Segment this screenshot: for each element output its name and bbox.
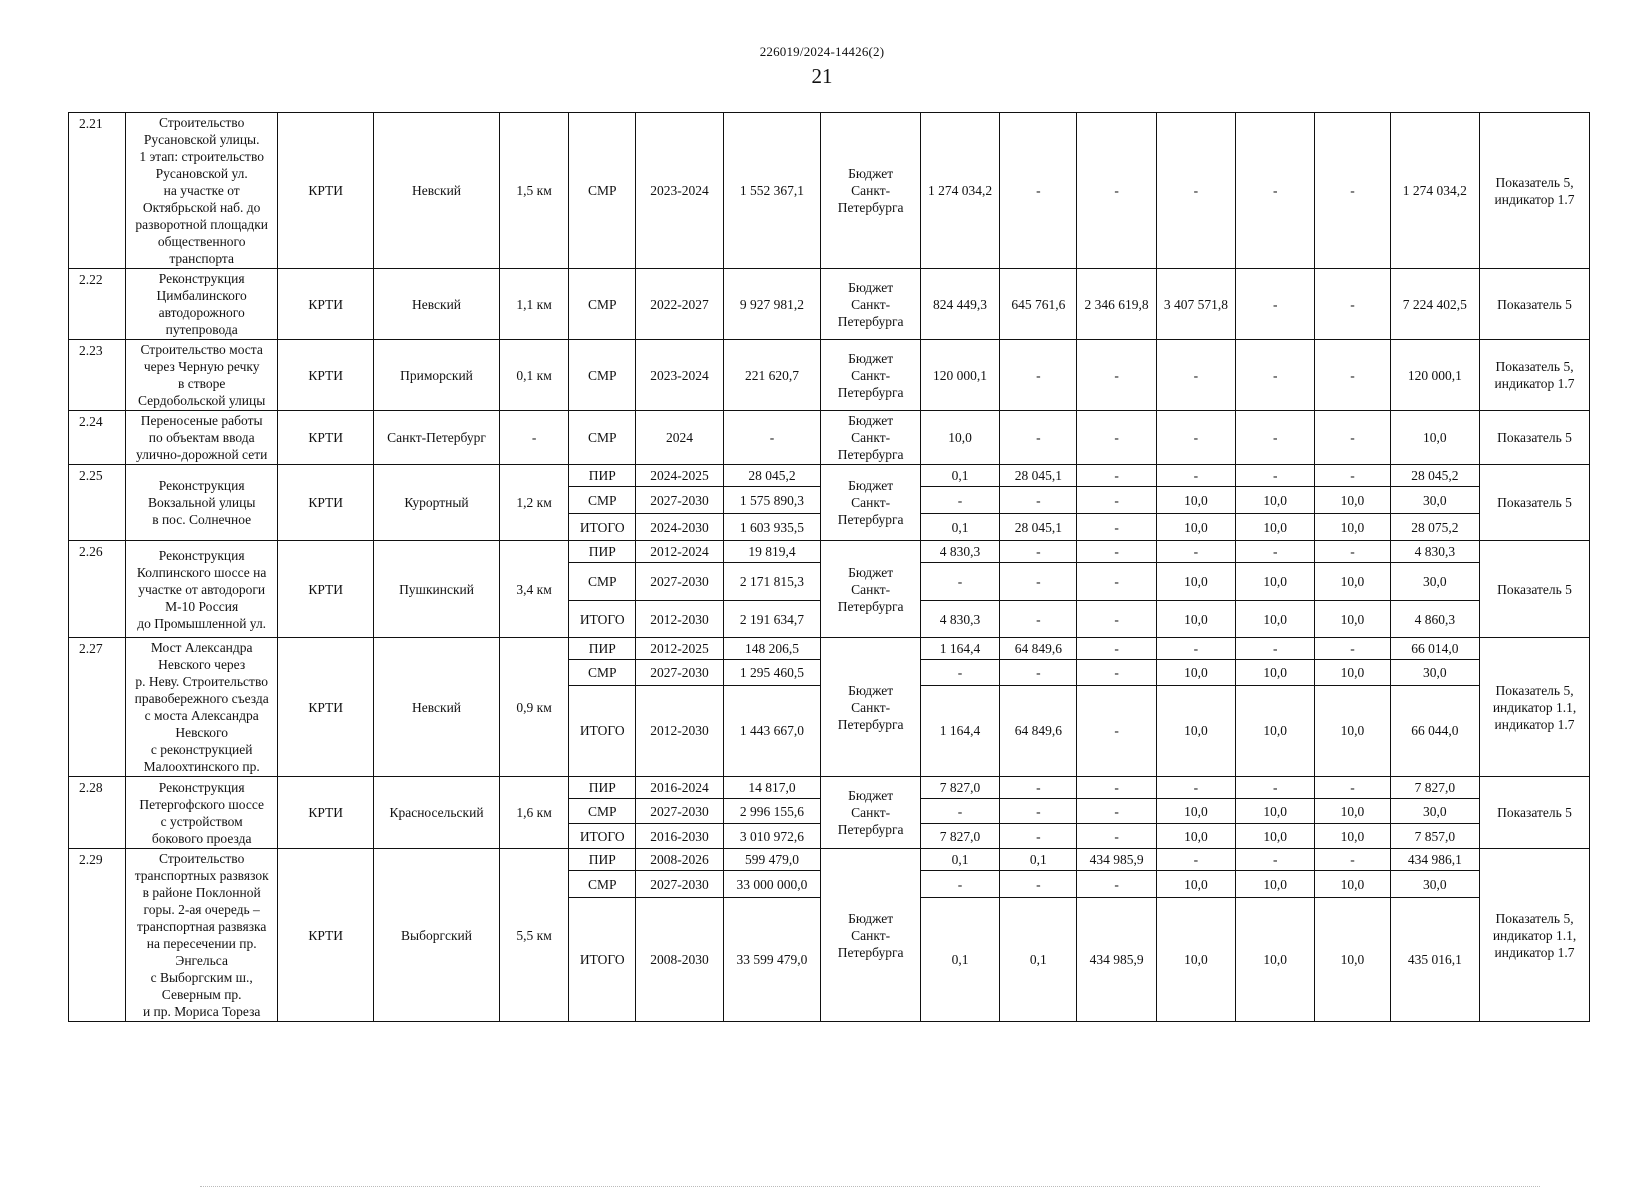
estimated-cost: 599 479,0 — [723, 849, 821, 871]
estimated-cost: 3 010 972,6 — [723, 824, 821, 849]
length: - — [500, 411, 569, 465]
value-2029: - — [1315, 849, 1390, 871]
work-type: СМР — [569, 487, 636, 514]
page-number: 21 — [811, 64, 833, 88]
value-2025: - — [1000, 601, 1077, 638]
row-total: 30,0 — [1390, 660, 1479, 685]
value-2028: - — [1236, 411, 1315, 465]
table-row — [69, 638, 1590, 660]
value-2029: - — [1315, 541, 1390, 563]
value-2027: 10,0 — [1156, 799, 1235, 824]
responsible-org: КРТИ — [278, 541, 374, 638]
value-2026: - — [1077, 777, 1156, 799]
work-type: ИТОГО — [569, 824, 636, 849]
district: Невский — [373, 269, 499, 340]
responsible-org: КРТИ — [278, 638, 374, 777]
value-2029: 10,0 — [1315, 601, 1390, 638]
responsible-org: КРТИ — [278, 465, 374, 541]
row-total: 435 016,1 — [1390, 897, 1479, 1021]
value-2024: 7 827,0 — [920, 777, 999, 799]
value-2025: - — [1000, 563, 1077, 601]
value-2027: - — [1156, 340, 1235, 411]
funding-source: Бюджет Санкт- Петербурга — [821, 411, 921, 465]
work-type: СМР — [569, 871, 636, 897]
value-2028: - — [1236, 777, 1315, 799]
value-2024: - — [920, 487, 999, 514]
estimated-cost: 221 620,7 — [723, 340, 821, 411]
value-2024: 0,1 — [920, 465, 999, 487]
row-total: 7 827,0 — [1390, 777, 1479, 799]
value-2028: 10,0 — [1236, 487, 1315, 514]
value-2028: - — [1236, 269, 1315, 340]
value-2024: - — [920, 799, 999, 824]
row-total: 7 857,0 — [1390, 824, 1479, 849]
value-2028: 10,0 — [1236, 871, 1315, 897]
value-2029: 10,0 — [1315, 871, 1390, 897]
work-type: СМР — [569, 340, 636, 411]
row-number: 2.28 — [69, 777, 126, 849]
period: 2012-2030 — [636, 685, 723, 776]
length: 1,2 км — [500, 465, 569, 541]
value-2024: 1 274 034,2 — [920, 113, 999, 269]
object-name: Мост Александра Невского через р. Неву. Строительство правобережного съезда с моста Александра Невского с реконструкцией Малоохтинского пр. — [125, 638, 278, 777]
object-name: Реконструкция Колпинского шоссе на участке от автодороги М-10 Россия до Промышленной ул. — [125, 541, 278, 638]
value-2028: - — [1236, 113, 1315, 269]
work-type: ПИР — [569, 777, 636, 799]
responsible-org: КРТИ — [278, 113, 374, 269]
work-type: ИТОГО — [569, 897, 636, 1021]
indicator: Показатель 5 — [1480, 777, 1590, 849]
value-2029: - — [1315, 465, 1390, 487]
value-2027: 10,0 — [1156, 660, 1235, 685]
estimated-cost: 33 000 000,0 — [723, 871, 821, 897]
value-2025: - — [1000, 777, 1077, 799]
value-2027: 10,0 — [1156, 897, 1235, 1021]
value-2024: 0,1 — [920, 897, 999, 1021]
estimated-cost: 1 575 890,3 — [723, 487, 821, 514]
value-2029: - — [1315, 411, 1390, 465]
row-total: 30,0 — [1390, 563, 1479, 601]
value-2025: 28 045,1 — [1000, 465, 1077, 487]
value-2028: 10,0 — [1236, 563, 1315, 601]
value-2029: 10,0 — [1315, 897, 1390, 1021]
estimated-cost: 33 599 479,0 — [723, 897, 821, 1021]
value-2027: 10,0 — [1156, 871, 1235, 897]
value-2029: 10,0 — [1315, 487, 1390, 514]
length: 0,9 км — [500, 638, 569, 777]
object-name: Строительство Русановской улицы. 1 этап: строительство Русановской ул. на участке от Октябрьской наб. до разворотной площадки общественного транспорта — [125, 113, 278, 269]
length: 1,1 км — [500, 269, 569, 340]
funding-source: Бюджет Санкт- Петербурга — [821, 849, 921, 1022]
period: 2016-2030 — [636, 824, 723, 849]
value-2028: - — [1236, 340, 1315, 411]
row-total: 7 224 402,5 — [1390, 269, 1479, 340]
row-total: 434 986,1 — [1390, 849, 1479, 871]
value-2025: - — [1000, 113, 1077, 269]
row-total: 4 860,3 — [1390, 601, 1479, 638]
work-type: ПИР — [569, 465, 636, 487]
value-2024: 1 164,4 — [920, 638, 999, 660]
estimated-cost: 1 603 935,5 — [723, 514, 821, 541]
row-total: 66 044,0 — [1390, 685, 1479, 776]
responsible-org: КРТИ — [278, 777, 374, 849]
indicator: Показатель 5 — [1480, 465, 1590, 541]
value-2028: 10,0 — [1236, 799, 1315, 824]
value-2029: - — [1315, 340, 1390, 411]
period: 2012-2030 — [636, 601, 723, 638]
value-2026: - — [1077, 563, 1156, 601]
value-2028: 10,0 — [1236, 897, 1315, 1021]
value-2025: 0,1 — [1000, 897, 1077, 1021]
responsible-org: КРТИ — [278, 340, 374, 411]
district: Невский — [373, 113, 499, 269]
value-2029: 10,0 — [1315, 685, 1390, 776]
period: 2008-2030 — [636, 897, 723, 1021]
period: 2024 — [636, 411, 723, 465]
value-2026: 2 346 619,8 — [1077, 269, 1156, 340]
value-2029: - — [1315, 113, 1390, 269]
value-2027: - — [1156, 411, 1235, 465]
work-type: СМР — [569, 411, 636, 465]
value-2027: 10,0 — [1156, 563, 1235, 601]
period: 2022-2027 — [636, 269, 723, 340]
work-type: ИТОГО — [569, 685, 636, 776]
scan-artifact-line — [200, 1186, 1540, 1192]
value-2026: - — [1077, 514, 1156, 541]
estimated-cost: 2 996 155,6 — [723, 799, 821, 824]
value-2027: - — [1156, 849, 1235, 871]
value-2027: 10,0 — [1156, 601, 1235, 638]
value-2026: - — [1077, 340, 1156, 411]
value-2026: - — [1077, 465, 1156, 487]
value-2028: 10,0 — [1236, 824, 1315, 849]
value-2028: - — [1236, 541, 1315, 563]
value-2025: - — [1000, 799, 1077, 824]
length: 3,4 км — [500, 541, 569, 638]
value-2024: 7 827,0 — [920, 824, 999, 849]
value-2026: - — [1077, 411, 1156, 465]
value-2029: 10,0 — [1315, 799, 1390, 824]
value-2024: 120 000,1 — [920, 340, 999, 411]
period: 2027-2030 — [636, 487, 723, 514]
value-2026: - — [1077, 113, 1156, 269]
period: 2027-2030 — [636, 660, 723, 685]
row-number: 2.25 — [69, 465, 126, 541]
object-name: Строительство транспортных развязок в районе Поклонной горы. 2-ая очередь – транспортная развязка на пересечении пр. Энгельса с Выборгским ш., Северным пр. и пр. Мориса Тореза — [125, 849, 278, 1022]
indicator: Показатель 5, индикатор 1.7 — [1480, 113, 1590, 269]
work-type: СМР — [569, 113, 636, 269]
district: Красносельский — [373, 777, 499, 849]
value-2027: - — [1156, 465, 1235, 487]
value-2028: - — [1236, 465, 1315, 487]
table-row — [69, 541, 1590, 563]
value-2025: 64 849,6 — [1000, 685, 1077, 776]
length: 1,6 км — [500, 777, 569, 849]
funding-source: Бюджет Санкт- Петербурга — [821, 541, 921, 638]
responsible-org: КРТИ — [278, 849, 374, 1022]
value-2028: - — [1236, 638, 1315, 660]
object-name: Реконструкция Вокзальной улицы в пос. Солнечное — [125, 465, 278, 541]
district: Выборгский — [373, 849, 499, 1022]
value-2024: - — [920, 871, 999, 897]
district: Курортный — [373, 465, 499, 541]
table-row — [69, 411, 1590, 465]
value-2029: - — [1315, 777, 1390, 799]
table-row — [69, 849, 1590, 871]
object-name: Реконструкция Петергофского шоссе с устройством бокового проезда — [125, 777, 278, 849]
value-2025: - — [1000, 660, 1077, 685]
district: Санкт-Петербург — [373, 411, 499, 465]
responsible-org: КРТИ — [278, 411, 374, 465]
estimated-cost: 1 443 667,0 — [723, 685, 821, 776]
indicator: Показатель 5, индикатор 1.1, индикатор 1.7 — [1480, 638, 1590, 777]
period: 2027-2030 — [636, 563, 723, 601]
row-total: 10,0 — [1390, 411, 1479, 465]
funding-source: Бюджет Санкт- Петербурга — [821, 269, 921, 340]
value-2026: - — [1077, 541, 1156, 563]
value-2027: 3 407 571,8 — [1156, 269, 1235, 340]
row-total: 120 000,1 — [1390, 340, 1479, 411]
estimated-cost: 9 927 981,2 — [723, 269, 821, 340]
object-name: Реконструкция Цимбалинского автодорожного путепровода — [125, 269, 278, 340]
period: 2023-2024 — [636, 113, 723, 269]
funding-source: Бюджет Санкт- Петербурга — [821, 777, 921, 849]
row-total: 66 014,0 — [1390, 638, 1479, 660]
value-2024: 0,1 — [920, 514, 999, 541]
row-total: 4 830,3 — [1390, 541, 1479, 563]
value-2025: - — [1000, 411, 1077, 465]
value-2026: 434 985,9 — [1077, 849, 1156, 871]
estimated-cost: 148 206,5 — [723, 638, 821, 660]
value-2024: 824 449,3 — [920, 269, 999, 340]
value-2029: - — [1315, 638, 1390, 660]
value-2027: 10,0 — [1156, 514, 1235, 541]
row-total: 28 045,2 — [1390, 465, 1479, 487]
value-2025: - — [1000, 871, 1077, 897]
value-2029: - — [1315, 269, 1390, 340]
work-type: ПИР — [569, 638, 636, 660]
value-2025: 28 045,1 — [1000, 514, 1077, 541]
value-2024: - — [920, 660, 999, 685]
value-2026: - — [1077, 487, 1156, 514]
work-type: ПИР — [569, 849, 636, 871]
value-2024: 1 164,4 — [920, 685, 999, 776]
value-2028: - — [1236, 849, 1315, 871]
period: 2024-2030 — [636, 514, 723, 541]
row-number: 2.26 — [69, 541, 126, 638]
value-2025: 0,1 — [1000, 849, 1077, 871]
table-row — [69, 465, 1590, 487]
period: 2012-2024 — [636, 541, 723, 563]
value-2029: 10,0 — [1315, 514, 1390, 541]
table-row — [69, 113, 1590, 269]
length: 0,1 км — [500, 340, 569, 411]
value-2024: 10,0 — [920, 411, 999, 465]
table-row — [69, 777, 1590, 799]
row-number: 2.29 — [69, 849, 126, 1022]
table-row — [69, 269, 1590, 340]
value-2026: - — [1077, 685, 1156, 776]
value-2029: 10,0 — [1315, 660, 1390, 685]
estimated-cost: - — [723, 411, 821, 465]
value-2027: - — [1156, 541, 1235, 563]
value-2027: 10,0 — [1156, 824, 1235, 849]
district: Пушкинский — [373, 541, 499, 638]
responsible-org: КРТИ — [278, 269, 374, 340]
period: 2023-2024 — [636, 340, 723, 411]
value-2028: 10,0 — [1236, 685, 1315, 776]
value-2024: 4 830,3 — [920, 601, 999, 638]
row-number: 2.21 — [69, 113, 126, 269]
length: 1,5 км — [500, 113, 569, 269]
period: 2027-2030 — [636, 799, 723, 824]
row-total: 1 274 034,2 — [1390, 113, 1479, 269]
indicator: Показатель 5 — [1480, 269, 1590, 340]
period: 2024-2025 — [636, 465, 723, 487]
funding-source: Бюджет Санкт- Петербурга — [821, 113, 921, 269]
row-total: 30,0 — [1390, 871, 1479, 897]
row-number: 2.24 — [69, 411, 126, 465]
estimated-cost: 1 295 460,5 — [723, 660, 821, 685]
value-2026: - — [1077, 871, 1156, 897]
value-2027: - — [1156, 777, 1235, 799]
district: Приморский — [373, 340, 499, 411]
object-name: Строительство моста через Черную речку в створе Сердобольской улицы — [125, 340, 278, 411]
work-type: ИТОГО — [569, 514, 636, 541]
value-2027: 10,0 — [1156, 487, 1235, 514]
value-2025: - — [1000, 340, 1077, 411]
row-number: 2.22 — [69, 269, 126, 340]
value-2027: - — [1156, 638, 1235, 660]
row-total: 30,0 — [1390, 487, 1479, 514]
value-2025: 64 849,6 — [1000, 638, 1077, 660]
funding-source: Бюджет Санкт- Петербурга — [821, 638, 921, 777]
value-2024: 0,1 — [920, 849, 999, 871]
program-table — [68, 112, 1590, 1022]
table-row — [69, 340, 1590, 411]
work-type: СМР — [569, 660, 636, 685]
estimated-cost: 2 191 634,7 — [723, 601, 821, 638]
value-2026: - — [1077, 638, 1156, 660]
value-2026: - — [1077, 601, 1156, 638]
work-type: СМР — [569, 269, 636, 340]
value-2029: 10,0 — [1315, 563, 1390, 601]
value-2025: - — [1000, 487, 1077, 514]
row-total: 28 075,2 — [1390, 514, 1479, 541]
funding-source: Бюджет Санкт- Петербурга — [821, 465, 921, 541]
value-2028: 10,0 — [1236, 660, 1315, 685]
value-2026: - — [1077, 660, 1156, 685]
value-2028: 10,0 — [1236, 514, 1315, 541]
indicator: Показатель 5, индикатор 1.1, индикатор 1.7 — [1480, 849, 1590, 1022]
value-2025: 645 761,6 — [1000, 269, 1077, 340]
object-name: Переносеные работы по объектам ввода улично-дорожной сети — [125, 411, 278, 465]
district: Невский — [373, 638, 499, 777]
period: 2027-2030 — [636, 871, 723, 897]
value-2024: 4 830,3 — [920, 541, 999, 563]
indicator: Показатель 5, индикатор 1.7 — [1480, 340, 1590, 411]
value-2029: 10,0 — [1315, 824, 1390, 849]
value-2027: 10,0 — [1156, 685, 1235, 776]
period: 2008-2026 — [636, 849, 723, 871]
length: 5,5 км — [500, 849, 569, 1022]
row-total: 30,0 — [1390, 799, 1479, 824]
row-number: 2.23 — [69, 340, 126, 411]
estimated-cost: 2 171 815,3 — [723, 563, 821, 601]
row-number: 2.27 — [69, 638, 126, 777]
work-type: ПИР — [569, 541, 636, 563]
work-type: ИТОГО — [569, 601, 636, 638]
value-2026: - — [1077, 799, 1156, 824]
estimated-cost: 1 552 367,1 — [723, 113, 821, 269]
document-registration-number: 226019/2024-14426(2) — [759, 44, 885, 59]
period: 2016-2024 — [636, 777, 723, 799]
estimated-cost: 14 817,0 — [723, 777, 821, 799]
work-type: СМР — [569, 799, 636, 824]
value-2025: - — [1000, 541, 1077, 563]
value-2026: 434 985,9 — [1077, 897, 1156, 1021]
value-2024: - — [920, 563, 999, 601]
indicator: Показатель 5 — [1480, 411, 1590, 465]
indicator: Показатель 5 — [1480, 541, 1590, 638]
value-2025: - — [1000, 824, 1077, 849]
period: 2012-2025 — [636, 638, 723, 660]
estimated-cost: 19 819,4 — [723, 541, 821, 563]
value-2026: - — [1077, 824, 1156, 849]
work-type: СМР — [569, 563, 636, 601]
value-2027: - — [1156, 113, 1235, 269]
value-2028: 10,0 — [1236, 601, 1315, 638]
funding-source: Бюджет Санкт- Петербурга — [821, 340, 921, 411]
estimated-cost: 28 045,2 — [723, 465, 821, 487]
